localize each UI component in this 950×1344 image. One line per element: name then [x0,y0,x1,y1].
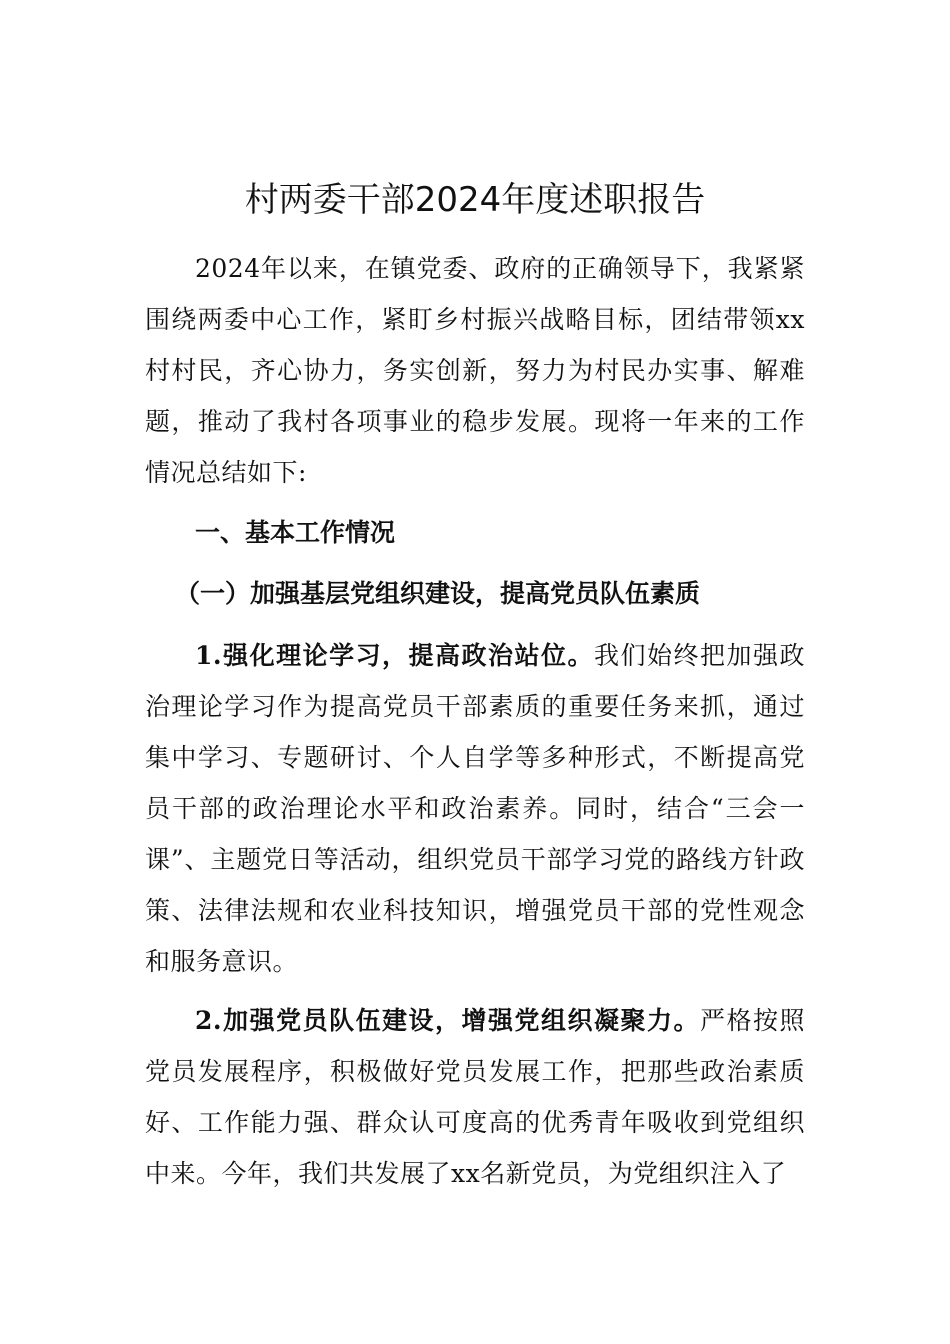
item-lead-theory-study: 1.强化理论学习，提高政治站位。 [195,641,595,670]
item-text-theory-study: 我们始终把加强政治理论学习作为提高党员干部素质的重要任务来抓，通过集中学习、专题研讨、个人自学等多种形式，不断提高党员干部的政治理论水平和政治素养。同时，结合“三会一课”、主题党日等活动，组织党员干部学习党的路线方针政策、法律法规和农业科技知识，增强党员干部的党性观念和服务意识。 [145,641,805,976]
document-title: 村两委干部2024年度述职报告 [244,180,706,220]
item-paragraph-theory-study [145,630,805,987]
intro-paragraph: 2024年以来，在镇党委、政府的正确领导下，我紧紧围绕两委中心工作，紧盯乡村振兴战略目标，团结带领xx村村民，齐心协力，务实创新，努力为村民办实事、解难题，推动了我村各项事业的稳步发展。现将一年来的工作情况总结如下: [145,254,805,487]
item-text-member-building: 严格按照党员发展程序，积极做好党员发展工作，把那些政治素质好、工作能力强、群众认可度高的优秀青年吸收到党组织中来。今年，我们共发展了xx名新党员，为党组织注入了 [145,1006,805,1188]
subsection-heading-party-building: （一）加强基层党组织建设，提高党员队伍素质 [175,579,701,608]
item-paragraph-member-building [145,995,805,1199]
section-heading-basic-work: 一、基本工作情况 [195,518,396,547]
item-lead-member-building: 2.加强党员队伍建设，增强党组织凝聚力。 [195,1006,700,1035]
